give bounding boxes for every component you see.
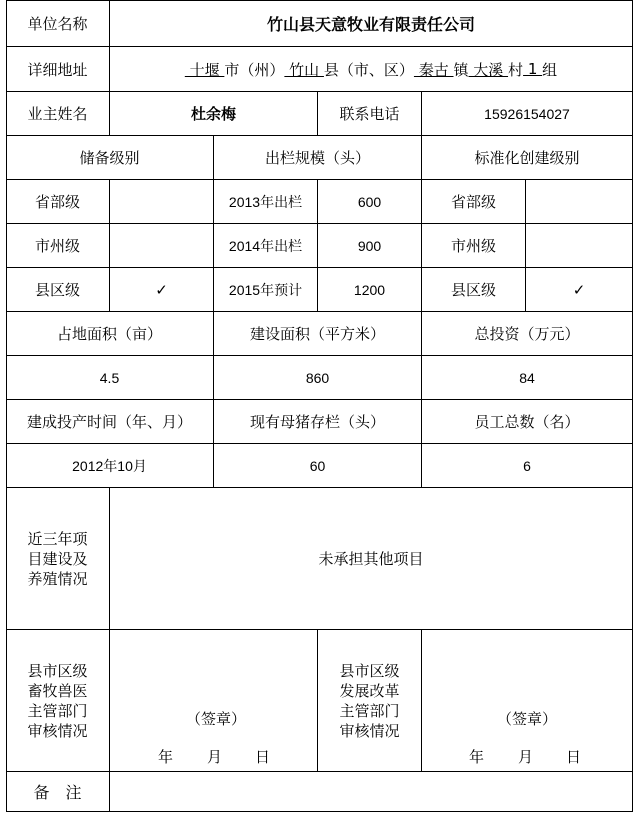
dev-date-day: 日 xyxy=(566,748,582,766)
label-dev-line-2: 发展改革 xyxy=(339,681,400,700)
label-output-2013: 2013年出栏 xyxy=(214,180,318,224)
address-group: 1 xyxy=(523,60,543,78)
label-remarks: 备 注 xyxy=(6,772,110,812)
label-staff: 员工总数（名） xyxy=(422,400,633,444)
standard-city-mark xyxy=(526,224,633,268)
value-sow-stock: 60 xyxy=(214,444,422,488)
value-output-2014: 900 xyxy=(318,224,422,268)
standard-county-checkmark-icon: ✓ xyxy=(526,268,633,312)
label-start-time: 建成投产时间（年、月） xyxy=(6,400,214,444)
address-town: 秦古 xyxy=(413,60,454,79)
label-reserve-county: 县区级 xyxy=(6,268,110,312)
value-start-time: 2012年10月 xyxy=(6,444,214,488)
address-group-suffix: 组 xyxy=(542,60,558,79)
vet-date-month: 月 xyxy=(207,748,223,766)
label-investment: 总投资（万元） xyxy=(422,312,633,356)
label-projects-line-1: 近三年项 xyxy=(27,529,88,548)
address-county-suffix: 县（市、区） xyxy=(323,60,414,79)
address-county: 竹山 xyxy=(284,60,324,79)
address-village: 大溪 xyxy=(468,60,509,79)
label-reserve-provincial: 省部级 xyxy=(6,180,110,224)
standard-provincial-mark xyxy=(526,180,633,224)
label-vet-line-2: 畜牧兽医 xyxy=(27,681,88,700)
value-investment: 84 xyxy=(422,356,633,400)
value-phone: 15926154027 xyxy=(422,92,633,136)
vet-date-day: 日 xyxy=(255,748,271,766)
value-output-2013: 600 xyxy=(318,180,422,224)
dev-seal-label: （签章） xyxy=(497,710,558,728)
value-owner: 杜余梅 xyxy=(110,92,318,136)
label-vet-line-3: 主管部门 xyxy=(27,701,88,720)
label-phone: 联系电话 xyxy=(318,92,422,136)
value-output-2015: 1200 xyxy=(318,268,422,312)
label-projects-line-3: 养殖情况 xyxy=(27,569,88,588)
label-build-area: 建设面积（平方米） xyxy=(214,312,422,356)
label-reserve-level: 储备级别 xyxy=(6,136,214,180)
label-output-scale: 出栏规模（头） xyxy=(214,136,422,180)
label-sow-stock: 现有母猪存栏（头） xyxy=(214,400,422,444)
reserve-provincial-mark xyxy=(110,180,214,224)
label-standard-provincial: 省部级 xyxy=(422,180,526,224)
address-city: 十堰 xyxy=(184,60,225,79)
label-dev-line-4: 审核情况 xyxy=(339,721,400,740)
label-output-2015: 2015年预计 xyxy=(214,268,318,312)
dev-date-year: 年 xyxy=(469,748,485,766)
label-vet-line-1: 县市区级 xyxy=(27,661,88,680)
value-remarks xyxy=(110,772,633,812)
label-area: 占地面积（亩） xyxy=(6,312,214,356)
label-projects-line-2: 目建设及 xyxy=(27,549,88,568)
label-vet-dept-review xyxy=(6,630,110,772)
label-output-2014: 2014年出栏 xyxy=(214,224,318,268)
label-dev-dept-review xyxy=(318,630,422,772)
label-vet-line-4: 审核情况 xyxy=(27,721,88,740)
value-unit-name: 竹山县天意牧业有限责任公司 xyxy=(110,0,633,47)
vet-date-year: 年 xyxy=(158,748,174,766)
value-build-area: 860 xyxy=(214,356,422,400)
label-standard-level: 标准化创建级别 xyxy=(422,136,633,180)
value-address xyxy=(110,47,633,92)
label-standard-city: 市州级 xyxy=(422,224,526,268)
address-village-suffix: 村 xyxy=(508,60,524,79)
address-town-suffix: 镇 xyxy=(453,60,469,79)
reserve-city-mark xyxy=(110,224,214,268)
label-owner: 业主姓名 xyxy=(6,92,110,136)
value-projects: 未承担其他项目 xyxy=(110,488,633,630)
label-dev-line-1: 县市区级 xyxy=(339,661,400,680)
label-address: 详细地址 xyxy=(6,47,110,92)
vet-dept-signature-area xyxy=(110,630,318,772)
label-standard-county: 县区级 xyxy=(422,268,526,312)
value-area: 4.5 xyxy=(6,356,214,400)
dev-date-month: 月 xyxy=(518,748,534,766)
label-projects xyxy=(6,488,110,630)
label-reserve-city: 市州级 xyxy=(6,224,110,268)
label-dev-line-3: 主管部门 xyxy=(339,701,400,720)
dev-dept-signature-area xyxy=(422,630,633,772)
value-staff: 6 xyxy=(422,444,633,488)
address-city-suffix: 市（州） xyxy=(224,60,285,79)
vet-seal-label: （签章） xyxy=(186,710,247,728)
reserve-county-checkmark-icon: ✓ xyxy=(110,268,214,312)
label-unit-name: 单位名称 xyxy=(6,0,110,47)
